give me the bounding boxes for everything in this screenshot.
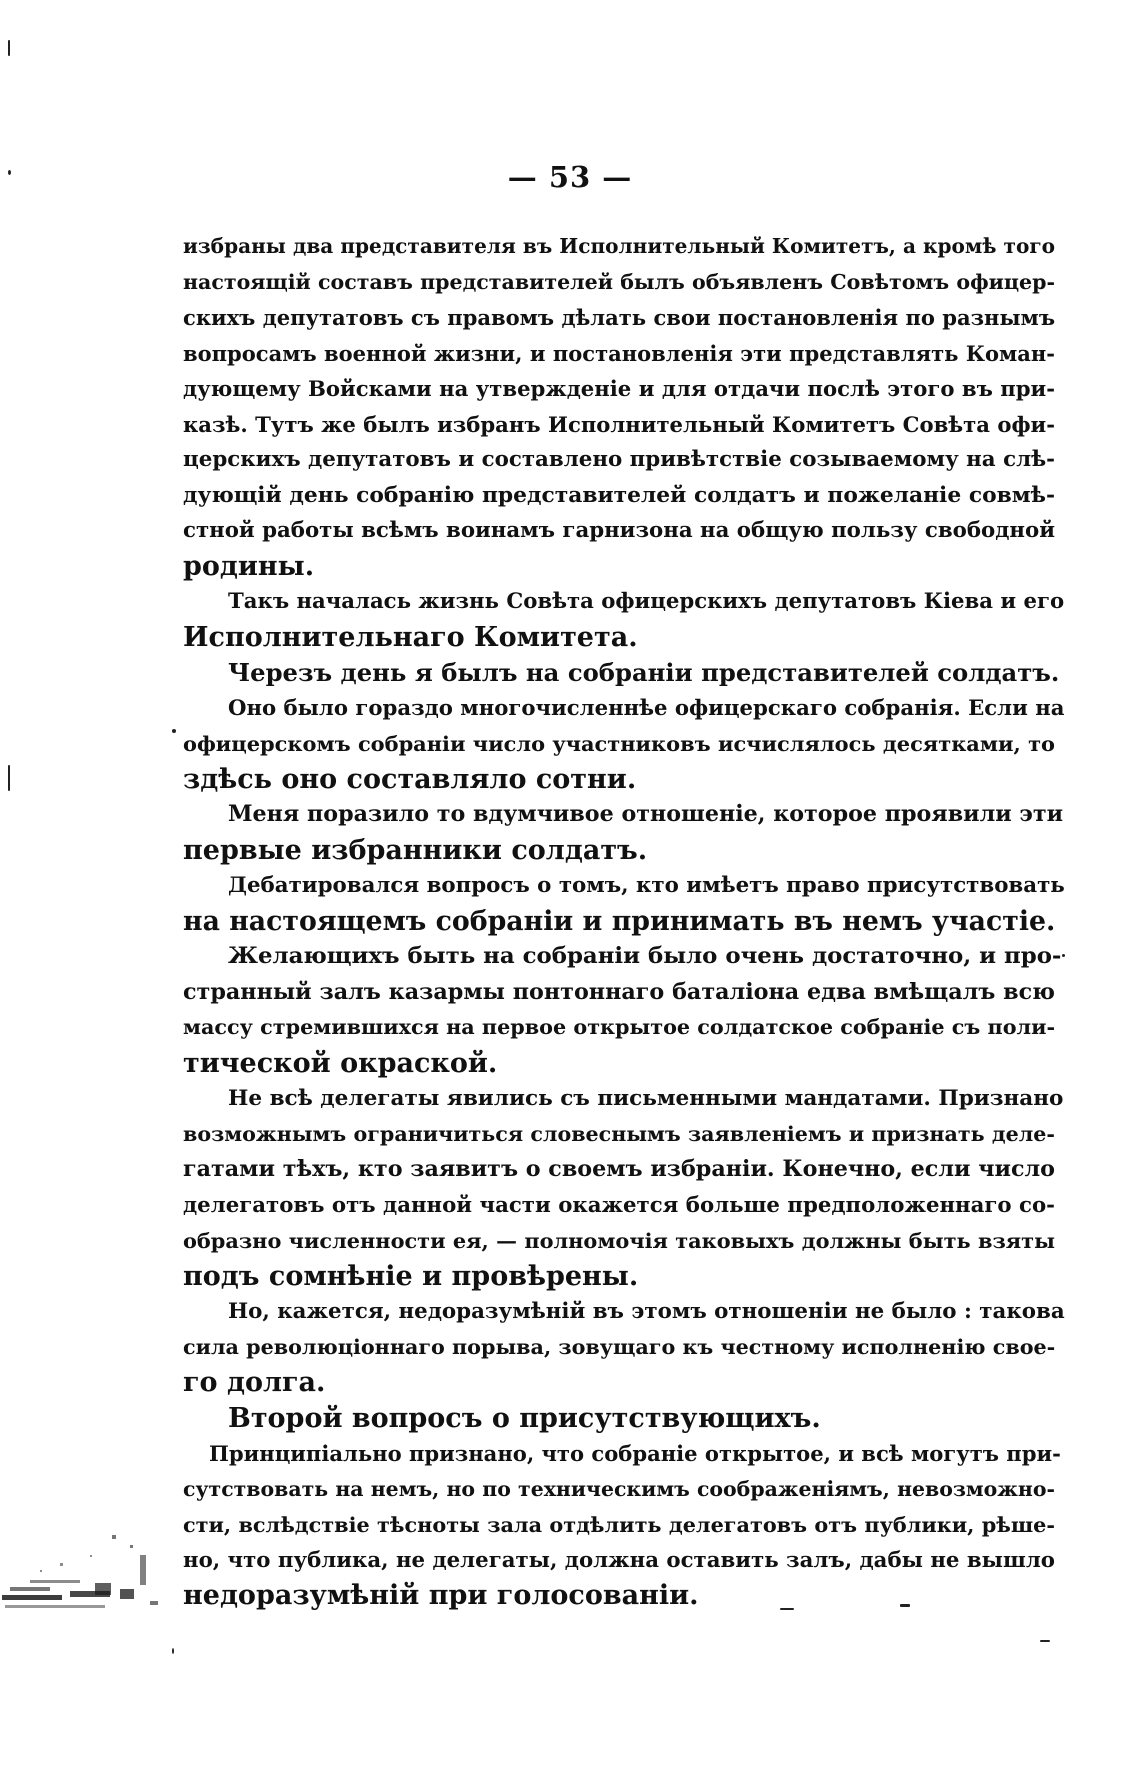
text-line: возможнымъ ограничиться словеснымъ заявленіемъ и признать деле- [183,1121,1055,1146]
text-line: избраны два представителя въ Исполнительный Комитетъ, а кромѣ того [183,234,1055,258]
text-line: странный залъ казармы понтоннаго баталіона едва вмѣщалъ всю [183,978,1055,1005]
text-line: первые избранники солдатъ. [183,834,648,866]
text-line: стной работы всѣмъ воинамъ гарнизона на общую пользу свободной [183,518,1055,543]
text-line: сутствовать на немъ, но по техническимъ соображеніямъ, невозможно- [183,1476,1055,1501]
text-line: Оно было гораздо многочисленнѣе офицерскаго собранія. Если на [228,695,1065,721]
text-line: но, что публика, не делегаты, должна оставить залъ, дабы не вышло [183,1547,1055,1573]
text-line: Дебатировался вопросъ о томъ, кто имѣетъ право присутствовать [228,873,1065,898]
text-line: тической окраской. [183,1047,498,1079]
text-line: массу стремившихся на первое открытое солдатское собраніе съ поли- [183,1015,1056,1039]
text-line: церскихъ депутатовъ и составлено привѣтствіе созываемому на слѣ- [183,447,1055,472]
text-line: офицерскомъ собраніи число участниковъ исчислялось десятками, то [183,731,1055,756]
scan-speck [8,765,10,791]
text-line: Черезъ день я былъ на собраніи представителей солдатъ. [228,658,1060,687]
text-line: Но, кажется, недоразумѣній въ этомъ отношеніи не было : такова [228,1299,1065,1324]
text-line: дующій день собранію представителей солдатъ и пожеланіе совмѣ- [183,482,1055,508]
scan-speck [1062,954,1065,957]
text-line: Исполнительнаго Комитета. [183,621,638,653]
text-line: Принципіально признано, что собраніе открытое, и всѣ могутъ при- [209,1441,1061,1466]
text-line: Такъ началась жизнь Совѣта офицерскихъ депутатовъ Кіева и его [228,589,1065,614]
scan-speck [172,729,176,733]
scan-speck [8,170,11,175]
text-line: казѣ. Тутъ же былъ избранъ Исполнительный Комитетъ Совѣта офи- [183,411,1055,437]
text-line: сила революціоннаго порыва, зовущаго къ честному исполненію свое- [183,1334,1056,1359]
text-line: сти, вслѣдствіе тѣсноты зала отдѣлить делегатовъ отъ публики, рѣше- [183,1512,1055,1537]
text-line: вопросамъ военной жизни, и постановленія эти представлять Коман- [183,340,1055,366]
text-line: Меня поразило то вдумчивое отношеніе, которое проявили эти [228,801,1064,827]
text-line: Второй вопросъ о присутствующихъ. [228,1402,821,1434]
text-line: подъ сомнѣніе и провѣрены. [183,1260,639,1292]
text-line: родины. [183,550,315,582]
text-line: настоящій составъ представителей былъ объявленъ Совѣтомъ офицер- [183,269,1055,294]
scan-speck [900,1604,910,1607]
text-line: Не всѣ делегаты явились съ письменными мандатами. Признано [228,1086,1064,1111]
page-number: — 53 — [507,160,633,194]
text-line: образно численности ея, — полномочія таковыхъ должны быть взяты [183,1228,1055,1253]
text-line: дующему Войсками на утвержденіе и для отдачи послѣ этого въ при- [183,376,1055,401]
text-line: го долга. [183,1367,326,1398]
text-line: делегатовъ отъ данной части окажется больше предположеннаго со- [183,1192,1055,1218]
scan-smudge [0,1525,160,1615]
scan-speck [8,40,10,56]
scan-speck [172,1648,174,1654]
text-line: скихъ депутатовъ съ правомъ дѣлать свои постановленія по разнымъ [183,305,1055,330]
body-text [183,229,1065,1614]
scan-speck [1040,1640,1050,1642]
text-line: на настоящемъ собраніи и принимать въ немъ участіе. [183,905,1056,937]
text-line: Желающихъ быть на собраніи было очень достаточно, и про- [228,943,1062,969]
text-line: недоразумѣній при голосованіи. [183,1580,699,1611]
text-line: гатами тѣхъ, кто заявитъ о своемъ избраніи. Конечно, если число [183,1156,1055,1182]
scan-speck [780,1608,794,1610]
text-line: здѣсь оно составляло сотни. [183,763,637,795]
